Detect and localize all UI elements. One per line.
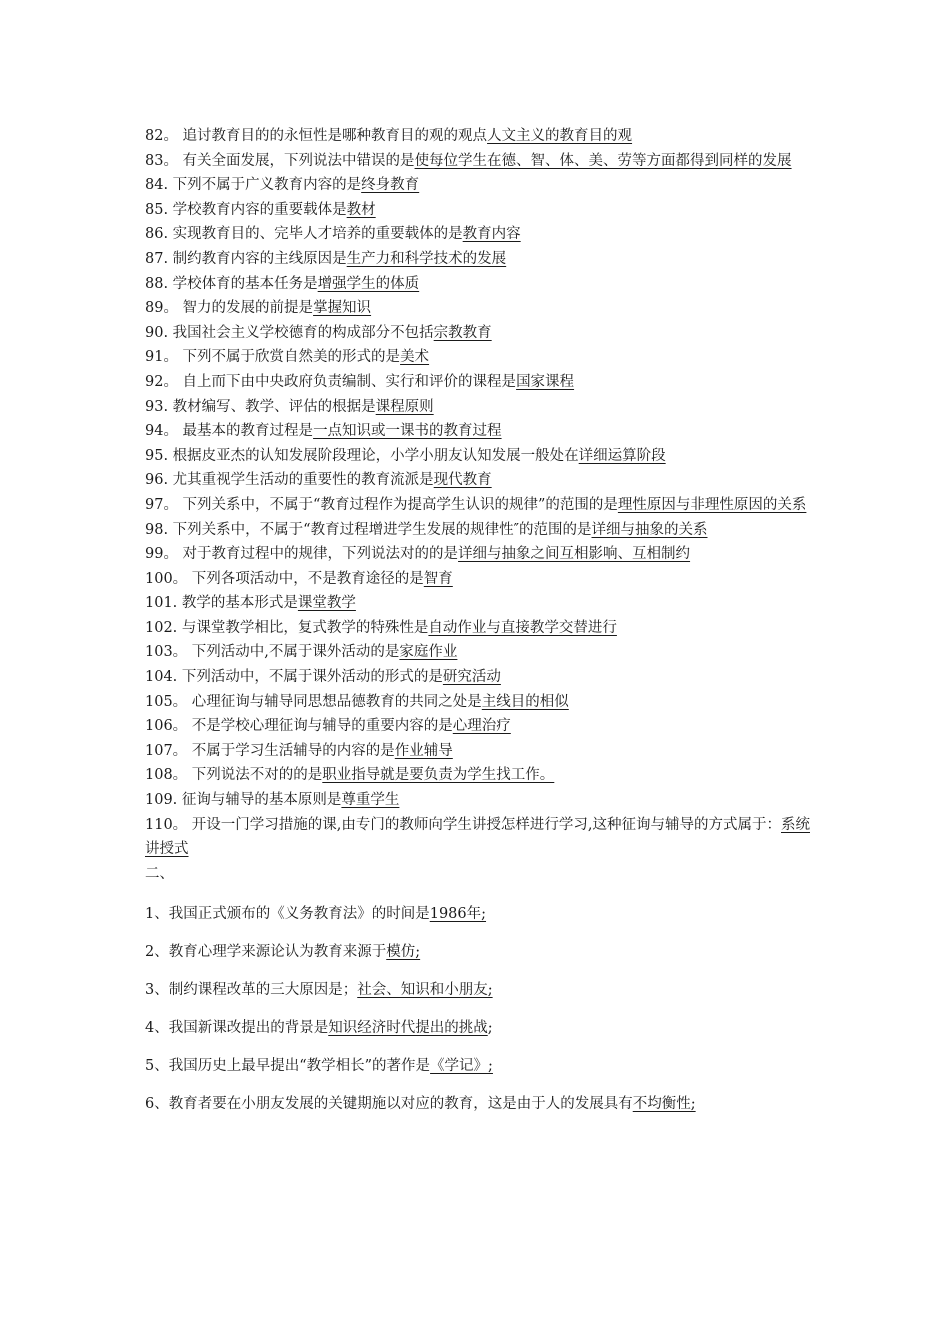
list-item [145, 493, 815, 518]
answer-text: 《学记》; [430, 1057, 493, 1074]
question-text: 105。 心理征询与辅导同思想品德教育的共同之处是 [145, 693, 482, 710]
answer-text: 美术 [400, 349, 430, 366]
answer-text: 模仿; [386, 943, 421, 960]
answer-text: 职业指导就是要负责为学生找工作。 [322, 767, 555, 784]
list-item [145, 198, 815, 223]
answer-text: 终身教育 [361, 177, 420, 194]
list-item [145, 542, 815, 567]
list-item [145, 788, 815, 813]
question-text: 103。 下列活动中,不属于课外活动的是 [145, 644, 400, 661]
answer-text: 研究活动 [442, 669, 501, 686]
question-text: 94。 最基本的教育过程是 [145, 423, 314, 440]
list-item [145, 272, 815, 297]
answer-text: 增强学生的体质 [317, 275, 420, 292]
answer-text: 尊重学生 [341, 792, 400, 809]
question-text: 83。 有关全面发展，下列说法中错误的是 [145, 152, 415, 169]
list-item [145, 690, 815, 715]
question-text: 93. 教材编写、教学、评估的根据是 [145, 398, 376, 415]
question-text: 108。 下列说法不对的的是 [145, 767, 323, 784]
list-item [145, 813, 815, 862]
list-item [145, 124, 815, 149]
list-item [145, 1092, 815, 1116]
answer-text: 1986年; [429, 905, 487, 922]
question-text: 101. 教学的基本形式是 [145, 595, 298, 612]
answer-text: 使每位学生在德、智、体、美、劳等方面都得到同样的发展 [414, 152, 792, 169]
list-item [145, 978, 815, 1002]
answer-text: 系统讲授式 [145, 816, 810, 858]
list-item [145, 149, 815, 174]
answer-text: 人文主义的教育目的观 [487, 128, 633, 144]
answer-text: 社会、知识和小朋友; [357, 981, 493, 998]
answer-text: 课程原则 [375, 398, 434, 415]
answer-text: 心理治疗 [452, 718, 511, 735]
section-heading: 二、 [145, 865, 174, 882]
question-text: 99。 对于教育过程中的规律，下列说法对的的是 [145, 546, 459, 563]
list-item [145, 468, 815, 493]
question-text: 4、我国新课改提出的背景是 [145, 1019, 329, 1036]
question-text: 84. 下列不属于广义教育内容的是 [145, 177, 362, 194]
answer-text: 不均衡性; [632, 1095, 696, 1112]
question-text: 82。 追讨教育目的的永恒性是哪种教育目的观的观点 [145, 128, 488, 144]
question-text: 97。 下列关系中，不属于“教育过程作为提高学生认识的规律”的范围的是 [145, 496, 618, 513]
list-item [145, 419, 815, 444]
question-text: 6、教育者要在小朋友发展的关键期施以对应的教育，这是由于人的发展具有 [145, 1095, 633, 1112]
question-text: 102. 与课堂教学相比，复式教学的特殊性是 [145, 619, 429, 636]
list-item [145, 321, 815, 346]
list-item [145, 247, 815, 272]
list-item [145, 902, 815, 926]
answer-text: 宗教教育 [433, 324, 492, 341]
list-item [145, 640, 815, 665]
list-item [145, 173, 815, 198]
answer-text: 主线目的相似 [481, 693, 569, 710]
answer-text: 自动作业与直接教学交替进行 [428, 619, 617, 636]
question-text: 2、教育心理学来源论认为教育来源于 [145, 943, 387, 960]
question-text: 106。 不是学校心理征询与辅导的重要内容的是 [145, 718, 453, 735]
list-item [145, 395, 815, 420]
trailing-punctuation: ; [487, 1019, 493, 1036]
question-text: 110。 开设一门学习措施的课,由专门的教师向学生讲授怎样进行学习,这种征询与辅导的方式属于： [145, 816, 781, 833]
question-text: 92。 自上而下由中央政府负责编制、实行和评价的课程是 [145, 373, 517, 390]
answer-text: 一点知识或一课书的教育过程 [313, 423, 502, 440]
document-page [145, 124, 815, 1116]
list-item [145, 665, 815, 690]
question-text: 5、我国历史上最早提出“教学相长”的著作是 [145, 1057, 431, 1074]
answer-text: 生产力和科学技术的发展 [346, 250, 507, 267]
list-item [145, 518, 815, 543]
answer-text: 教材 [346, 201, 376, 218]
list-item [145, 296, 815, 321]
answer-text: 国家课程 [516, 373, 575, 390]
answer-text: 课堂教学 [297, 595, 356, 612]
question-text: 1、我国正式颁布的《义务教育法》的时间是 [145, 905, 430, 922]
question-text: 3、制约课程改革的三大原因是； [145, 981, 358, 998]
question-text: 87. 制约教育内容的主线原因是 [145, 250, 347, 267]
answer-text: 智育 [423, 570, 453, 587]
list-item [145, 345, 815, 370]
question-text: 109. 征询与辅导的基本原则是 [145, 792, 342, 809]
question-text: 85. 学校教育内容的重要载体是 [145, 201, 347, 218]
list-item [145, 444, 815, 469]
question-text: 96. 尤其重视学生活动的重要性的教育流派是 [145, 472, 434, 489]
list-item [145, 739, 815, 764]
list-item [145, 714, 815, 739]
list-item [145, 567, 815, 592]
answer-text: 详细与抽象的关系 [591, 521, 708, 538]
question-text: 90. 我国社会主义学校德育的构成部分不包括 [145, 324, 434, 341]
answer-text: 教育内容 [462, 226, 521, 243]
question-text: 104. 下列活动中，不属于课外活动的形式的是 [145, 669, 443, 686]
list-item [145, 222, 815, 247]
list-item [145, 1054, 815, 1078]
answer-text: 掌握知识 [313, 300, 372, 317]
answer-text: 理性原因与非理性原因的关系 [617, 496, 807, 513]
answer-text: 家庭作业 [399, 644, 458, 661]
list-item [145, 1016, 815, 1040]
list-item [145, 940, 815, 964]
answer-text: 详细与抽象之间互相影响、互相制约 [458, 546, 691, 563]
question-text: 100。 下列各项活动中，不是教育途径的是 [145, 570, 424, 587]
question-text: 107。 不属于学习生活辅导的内容的是 [145, 742, 395, 759]
answer-text: 现代教育 [433, 472, 492, 489]
question-text: 95. 根据皮亚杰的认知发展阶段理论，小学小朋友认知发展一般处在 [145, 447, 579, 464]
question-text: 88. 学校体育的基本任务是 [145, 275, 318, 292]
question-text: 86. 实现教育目的、完毕人才培养的重要载体的是 [145, 226, 463, 243]
question-text: 89。 智力的发展的前提是 [145, 300, 314, 317]
answer-text: 详细运算阶段 [578, 447, 666, 464]
list-item [145, 763, 815, 788]
answer-text: 知识经济时代提出的挑战 [328, 1019, 488, 1036]
answer-text: 作业辅导 [394, 742, 453, 759]
question-text: 91。 下列不属于欣赏自然美的形式的是 [145, 349, 401, 366]
list-item [145, 370, 815, 395]
question-text: 98. 下列关系中，不属于“教育过程增进学生发展的规律性″的范围的是 [145, 521, 592, 538]
list-item [145, 616, 815, 641]
list-item [145, 591, 815, 616]
